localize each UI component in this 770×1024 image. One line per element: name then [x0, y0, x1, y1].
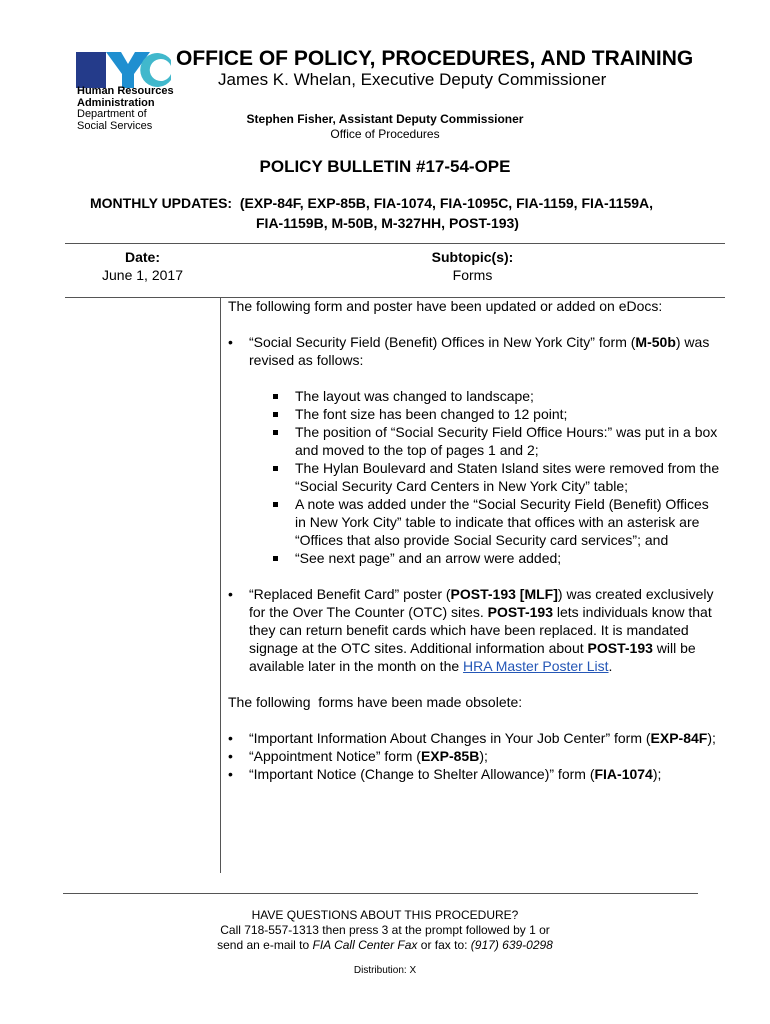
- monthly-updates: [90, 193, 730, 233]
- subitem-text: The Hylan Boulevard and Staten Island sites were removed from the “Social Security Card Centers in New York City” table;: [295, 460, 720, 494]
- square-bullet-icon: [273, 394, 278, 399]
- obsolete-text: );: [707, 730, 716, 746]
- nyc-logo-mark: [76, 50, 171, 90]
- date-block: [65, 248, 220, 284]
- footer-fax: (917) 639-0298: [470, 938, 553, 952]
- square-bullet-icon: [273, 556, 278, 561]
- date-label: Date:: [124, 249, 160, 265]
- footer-email-mid: or fax to:: [417, 938, 471, 952]
- monthly-updates-line-2: FIA-1159B, M-50B, M-327HH, POST-193): [256, 215, 519, 231]
- item2-code: POST-193: [487, 604, 553, 620]
- footer-email-target: FIA Call Center Fax: [312, 938, 418, 952]
- subitem-text: The font size has been changed to 12 point;: [295, 406, 568, 422]
- subitem-text: “See next page” and an arrow were added;: [295, 550, 562, 566]
- bulletin-body: [228, 297, 723, 783]
- square-bullet-icon: [273, 412, 278, 417]
- list-item: [228, 549, 723, 567]
- deputy-commissioner-line: James K. Whelan, Executive Deputy Commissioner: [218, 70, 607, 89]
- logo-line-2: Administration: [77, 96, 155, 109]
- divider-top: [65, 243, 725, 244]
- bullet-icon: •: [228, 748, 233, 764]
- footer-email-pre: send an e-mail to: [217, 938, 313, 952]
- list-item: [228, 747, 723, 765]
- column-divider: [220, 297, 221, 873]
- subtopic-label: Subtopic(s):: [431, 249, 514, 265]
- logo-line-3: Department of: [77, 108, 147, 120]
- obsolete-text: );: [652, 766, 662, 782]
- logo-line-1: Human Resources: [77, 85, 174, 97]
- footer-call: Call 718-557-1313 then press 3 at the prompt followed by 1 or: [220, 923, 550, 937]
- square-bullet-icon: [273, 466, 278, 471]
- updated-intro: The following form and poster have been updated or added on eDocs:: [228, 298, 663, 314]
- distribution: Distribution: X: [353, 965, 417, 976]
- list-item: [228, 405, 723, 423]
- footer-email-line: [0, 938, 770, 953]
- item2-code: POST-193 [MLF]: [450, 586, 558, 602]
- date-value: June 1, 2017: [102, 267, 183, 283]
- logo-line-4: Social Services: [77, 119, 153, 132]
- item2-text: .: [608, 658, 613, 674]
- item2-code: POST-193: [587, 640, 653, 656]
- obsolete-intro: The following forms have been made obsolete:: [228, 694, 523, 710]
- obsolete-code: EXP-84F: [650, 730, 708, 746]
- item1-code: M-50b: [635, 334, 676, 350]
- logo-letter-n: [76, 52, 106, 88]
- item2-text: ) was created exclusively for the Over The Counter (OTC) sites.: [249, 586, 714, 620]
- hra-master-poster-list-link[interactable]: HRA Master Poster List: [463, 658, 609, 674]
- list-item: [228, 333, 723, 369]
- item1-text-post: ) was revised as follows:: [249, 334, 710, 368]
- list-item: [228, 765, 723, 783]
- list-item: [228, 423, 723, 459]
- bullet-icon: •: [228, 586, 233, 602]
- list-item: [228, 729, 723, 747]
- item2-text: will be available later in the month on the: [249, 640, 696, 674]
- footer: [0, 908, 770, 953]
- monthly-updates-line-1: MONTHLY UPDATES: (EXP-84F, EXP-85B, FIA-1074, FIA-1095C, FIA-1159, FIA-1159A,: [90, 195, 654, 211]
- obsolete-text: );: [479, 748, 488, 764]
- subitem-text: The layout was changed to landscape;: [295, 388, 534, 404]
- subtopic-value: Forms: [452, 267, 493, 283]
- assistant-commissioner-line: Stephen Fisher, Assistant Deputy Commissioner: [246, 112, 524, 126]
- obsolete-code: EXP-85B: [420, 748, 480, 764]
- divider-bottom: [63, 893, 698, 894]
- square-bullet-icon: [273, 430, 278, 435]
- bulletin-title: POLICY BULLETIN #17-54-OPE: [259, 157, 511, 176]
- obsolete-code: FIA-1074: [594, 766, 653, 782]
- bullet-icon: •: [228, 730, 233, 746]
- bullet-icon: •: [228, 766, 233, 782]
- list-item: [228, 387, 723, 405]
- list-item: [228, 585, 723, 675]
- obsolete-text: “Important Information About Changes in Your Job Center” form (: [249, 730, 651, 746]
- item1-text-pre: “Social Security Field (Benefit) Offices in New York City” form (: [249, 334, 636, 350]
- footer-question: HAVE QUESTIONS ABOUT THIS PROCEDURE?: [251, 908, 519, 922]
- list-item: [228, 459, 723, 495]
- office-title: OFFICE OF POLICY, PROCEDURES, AND TRAINING: [176, 47, 694, 70]
- subitem-text: The position of “Social Security Field Office Hours:” was put in a box and moved to the top of pages 1 and 2;: [295, 424, 718, 458]
- obsolete-text: “Important Notice (Change to Shelter Allowance)” form (: [249, 766, 595, 782]
- office-line: Office of Procedures: [330, 127, 440, 141]
- square-bullet-icon: [273, 502, 278, 507]
- item2-text: lets individuals know that they can return benefit cards which have been replaced. It is mandated signage at the OTC sites. Additional information about: [249, 604, 712, 656]
- bullet-icon: •: [228, 334, 233, 350]
- subtopic-block: [220, 248, 725, 284]
- subitem-text: A note was added under the “Social Security Field (Benefit) Offices in New York City” table to indicate that offices with an asterisk are “Offices that also provide Social Security card services”; and: [295, 496, 709, 548]
- list-item: [228, 495, 723, 549]
- item2-text: “Replaced Benefit Card” poster (: [249, 586, 451, 602]
- obsolete-text: “Appointment Notice” form (: [249, 748, 421, 764]
